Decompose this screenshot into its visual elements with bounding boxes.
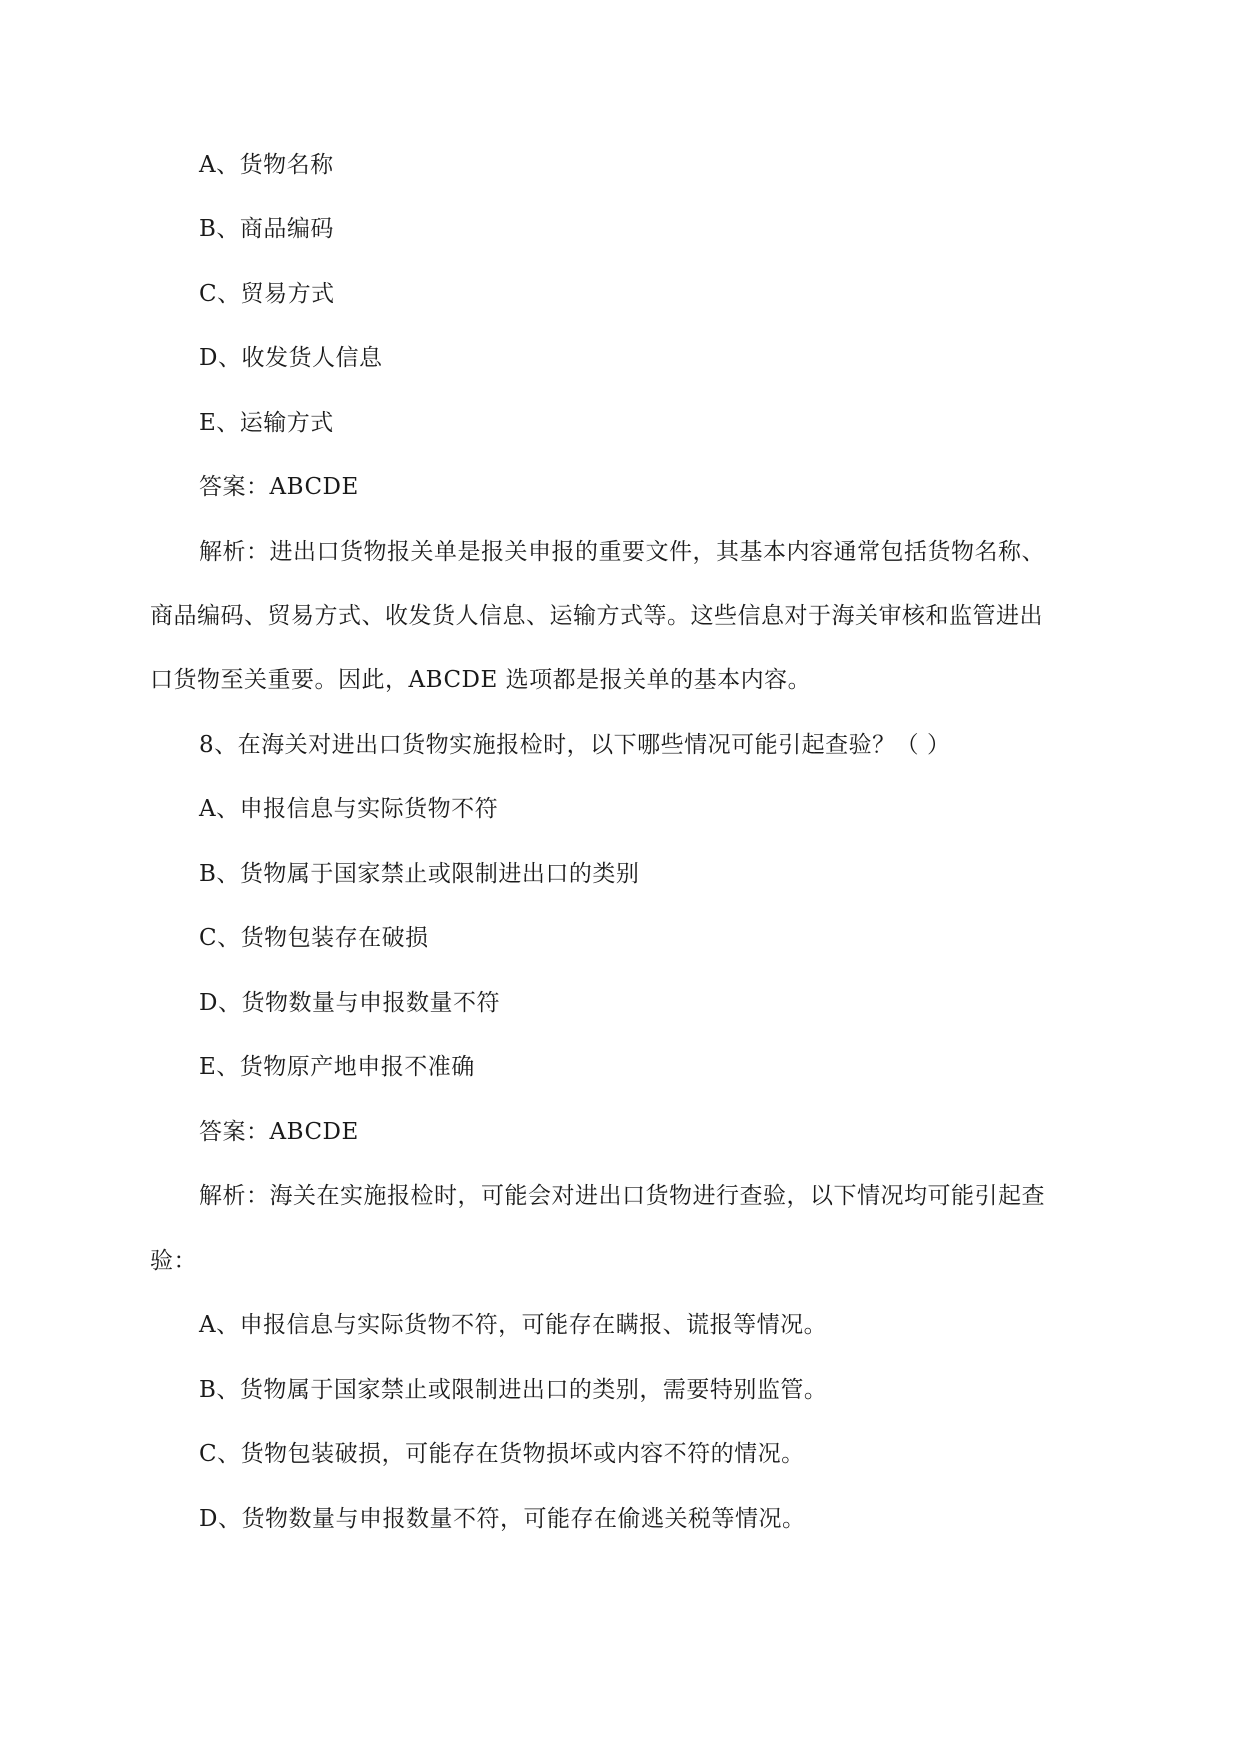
q8-option-e: E、货物原产地申报不准确: [199, 1054, 475, 1080]
q8-option-b: B、货物属于国家禁止或限制进出口的类别: [199, 861, 640, 887]
q7-option-d: D、收发货人信息: [199, 345, 383, 371]
q8-option-d: D、货物数量与申报数量不符: [199, 990, 500, 1016]
q8-analysis-item-b: B、货物属于国家禁止或限制进出口的类别，需要特别监管。: [199, 1377, 828, 1403]
q7-option-e: E、运输方式: [199, 410, 334, 436]
q8-analysis-item-d: D、货物数量与申报数量不符，可能存在偷逃关税等情况。: [199, 1506, 806, 1532]
q8-question: 8、在海关对进出口货物实施报检时，以下哪些情况可能引起查验？（ ）: [199, 732, 951, 758]
q7-option-c: C、贸易方式: [199, 281, 335, 307]
q7-option-a: A、货物名称: [199, 152, 334, 178]
q8-analysis-item-c: C、货物包装破损，可能存在货物损坏或内容不符的情况。: [199, 1441, 805, 1467]
q8-analysis-line-1: 解析：海关在实施报检时，可能会对进出口货物进行查验，以下情况均可能引起查: [199, 1183, 1045, 1209]
q7-analysis-line-3: 口货物至关重要。因此，ABCDE 选项都是报关单的基本内容。: [150, 667, 812, 693]
q8-analysis-line-2: 验：: [150, 1248, 197, 1274]
q8-option-c: C、货物包装存在破损: [199, 925, 429, 951]
q7-analysis-line-2: 商品编码、贸易方式、收发货人信息、运输方式等。这些信息对于海关审核和监管进出: [150, 603, 1043, 629]
q8-answer: 答案：ABCDE: [199, 1119, 359, 1145]
q8-analysis-item-a: A、申报信息与实际货物不符，可能存在瞒报、谎报等情况。: [199, 1312, 828, 1338]
q7-analysis-line-1: 解析：进出口货物报关单是报关申报的重要文件，其基本内容通常包括货物名称、: [199, 539, 1045, 565]
q7-option-b: B、商品编码: [199, 216, 334, 242]
q8-option-a: A、申报信息与实际货物不符: [199, 796, 499, 822]
q7-answer: 答案：ABCDE: [199, 474, 359, 500]
